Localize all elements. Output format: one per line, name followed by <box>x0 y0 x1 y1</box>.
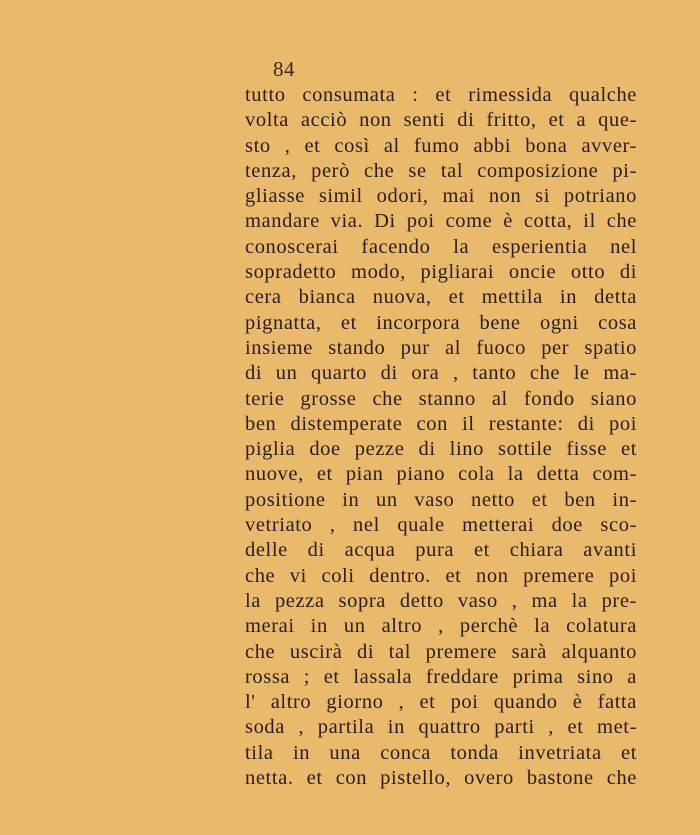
text-line: merai in un altro , perchè la colatura <box>245 615 637 638</box>
text-line: piglia doe pezze di lino sottile fisse et <box>245 438 637 461</box>
text-line: delle di acqua pura et chiara avanti <box>245 539 637 562</box>
text-line: la pezza sopra detto vaso , ma la pre- <box>245 589 637 612</box>
text-line: vetriato , nel quale metterai doe sco- <box>245 514 637 537</box>
text-line: tila in una conca tonda invetriata et <box>245 741 637 764</box>
page-number: 84 <box>273 57 295 81</box>
text-line: sopradetto modo, pigliarai oncie otto di <box>245 261 637 284</box>
text-line: rossa ; et lassala freddare prima sino a <box>245 665 637 688</box>
text-line: mandare via. Di poi come è cotta, il che <box>245 210 637 233</box>
text-line: di un quarto di ora , tanto che le ma- <box>245 362 637 385</box>
text-line: ben distemperate con il restante: di poi <box>245 412 637 435</box>
text-line: insieme stando pur al fuoco per spatio <box>245 336 637 359</box>
text-line: soda , partila in quattro parti , et met- <box>245 716 637 739</box>
text-line: gliasse simil odori, mai non si potriano <box>245 185 637 208</box>
text-line: positione in un vaso netto et ben in- <box>245 488 637 511</box>
text-line: tutto consumata : et rimessida qualche <box>245 84 637 106</box>
text-line: nuove, et pian piano cola la detta com- <box>245 463 637 486</box>
text-line: che vi coli dentro. et non premere poi <box>245 564 637 587</box>
body-text <box>245 83 637 791</box>
text-line: cera bianca nuova, et mettila in detta <box>245 286 637 309</box>
text-line: volta acciò non senti di fritto, et a que- <box>245 109 637 132</box>
text-line: sto , et così al fumo abbi bona avver- <box>245 134 637 157</box>
text-line: terie grosse che stanno al fondo siano <box>245 387 637 410</box>
text-line: pignatta, et incorpora bene ogni cosa <box>245 311 637 334</box>
text-line: l' altro giorno , et poi quando è fatta <box>245 691 637 714</box>
text-line: tenza, però che se tal composizione pi- <box>245 159 637 182</box>
text-line: netta. et con pistello, overo bastone che <box>245 767 637 790</box>
text-line: che uscirà di tal premere sarà alquanto <box>245 640 637 663</box>
text-line: conoscerai facendo la esperientia nel <box>245 235 637 258</box>
